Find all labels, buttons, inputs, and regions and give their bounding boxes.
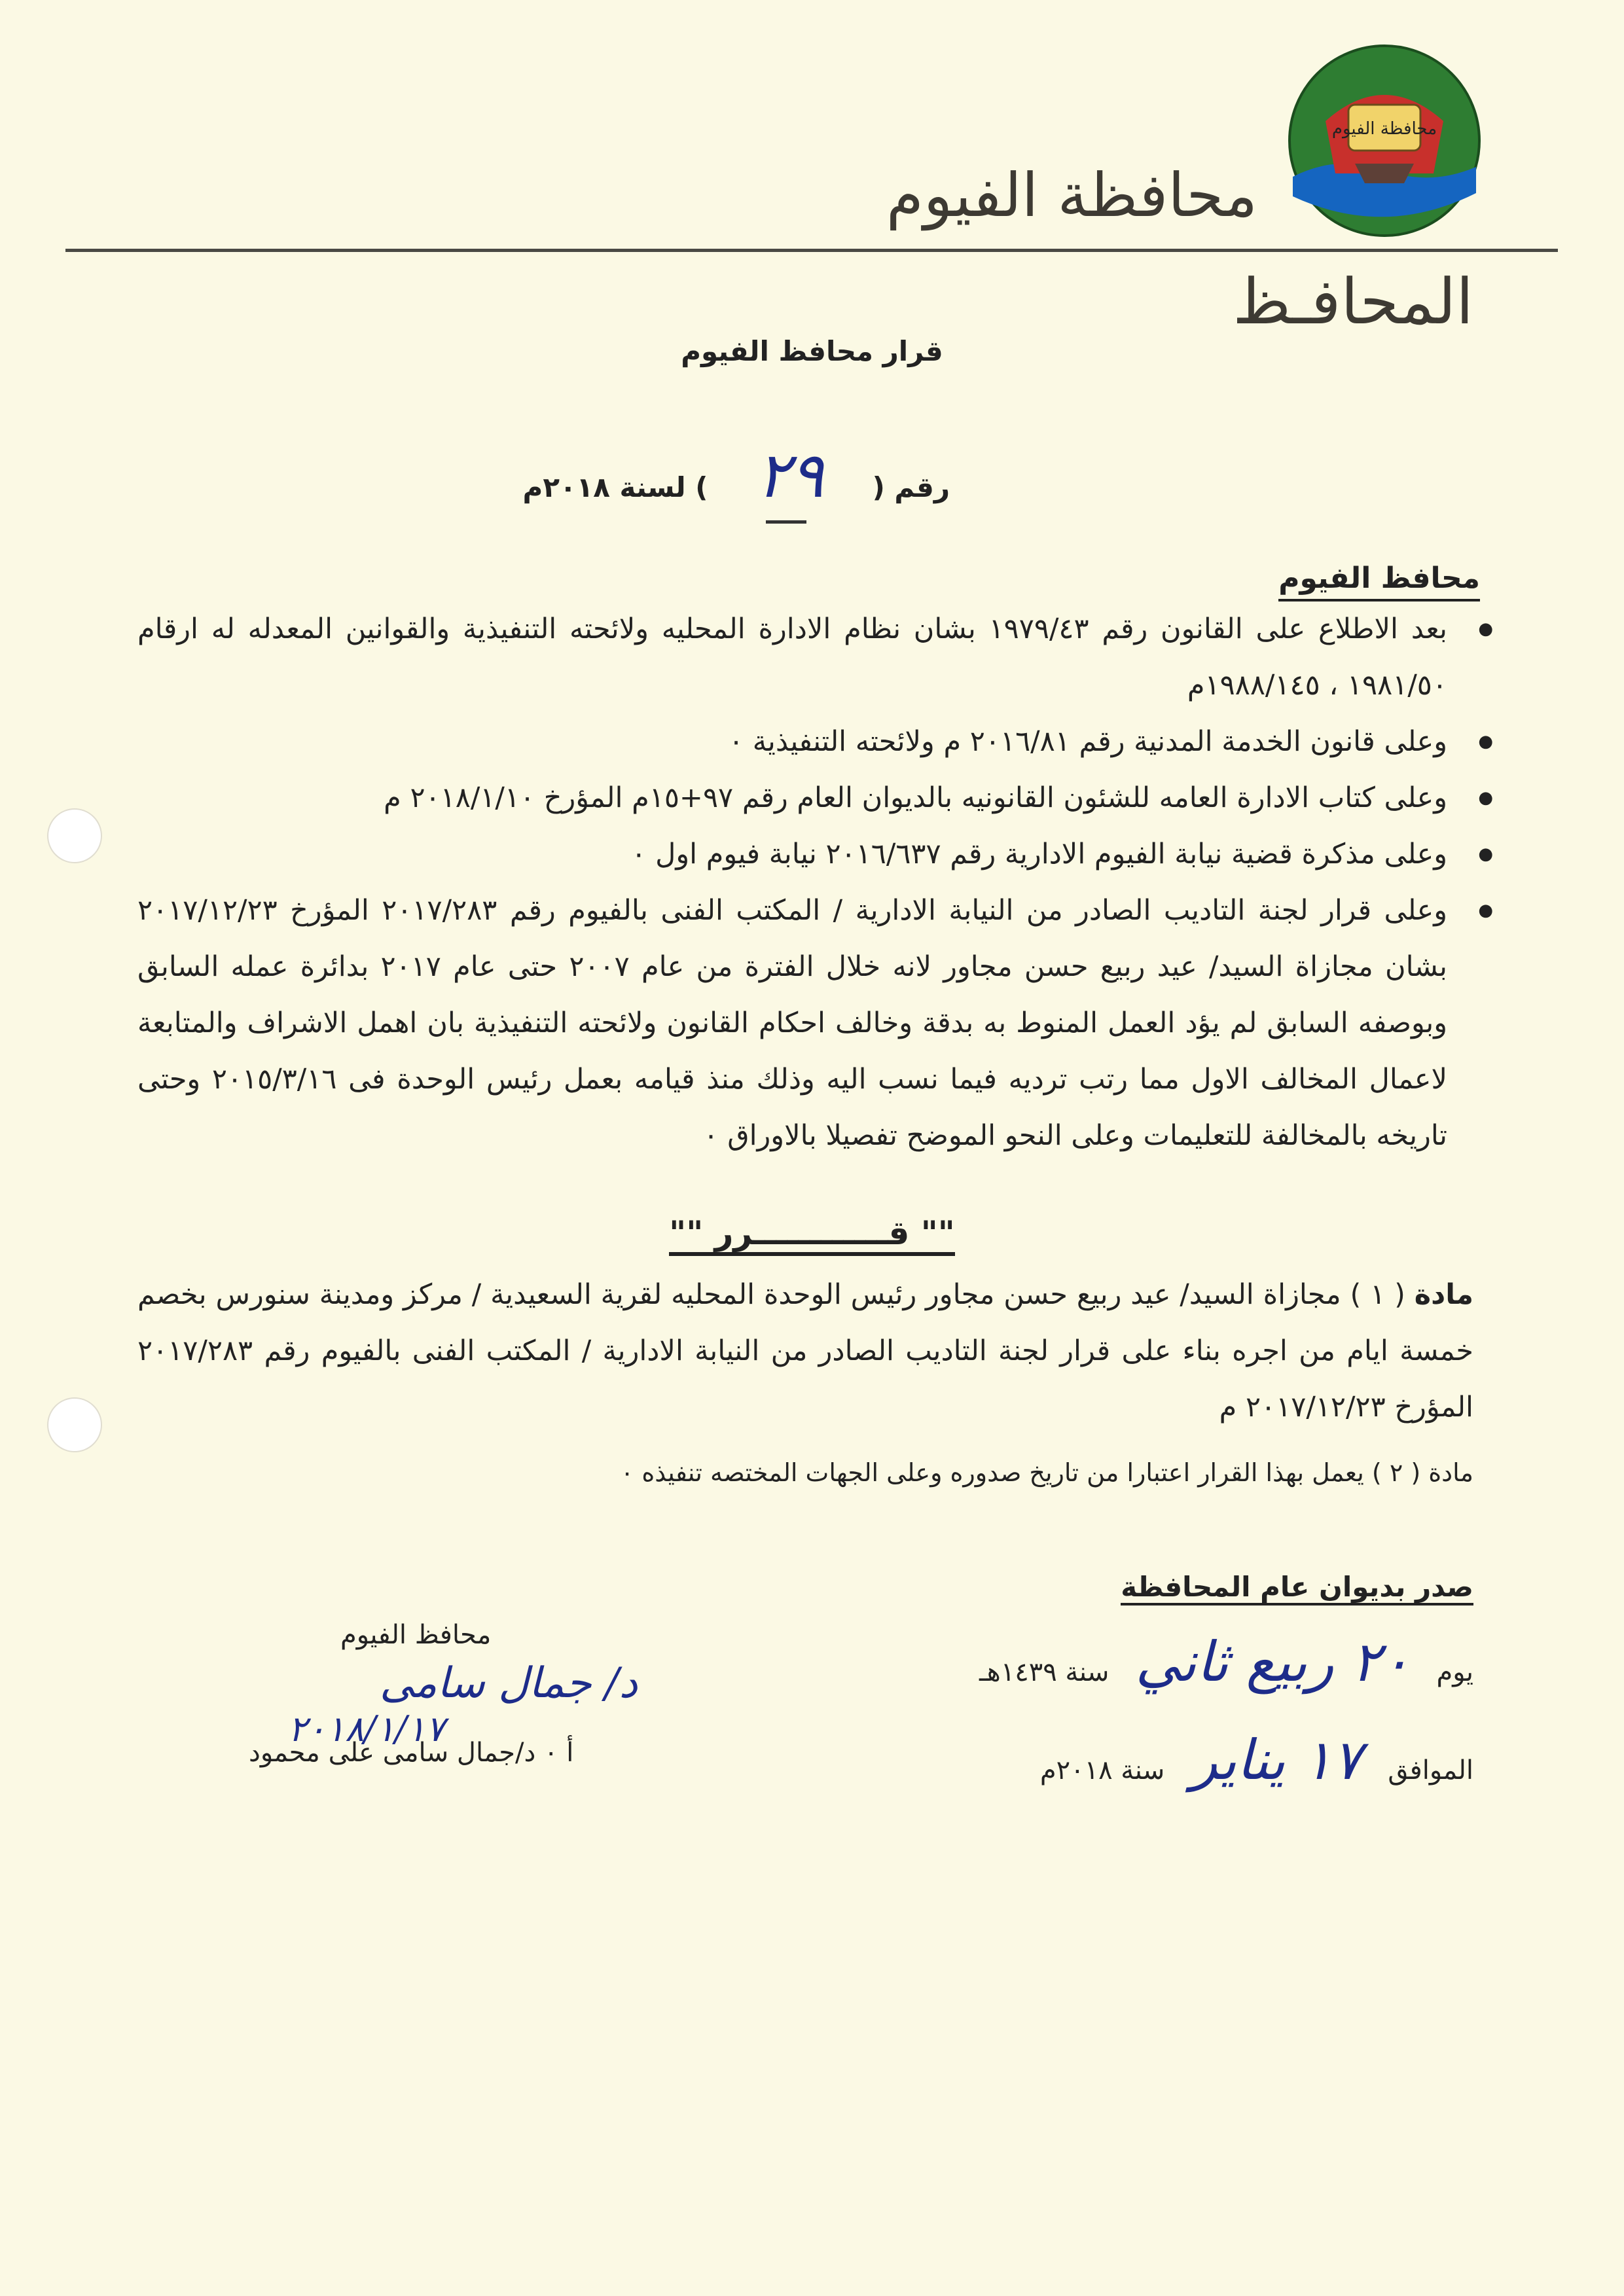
article-1-text: ( ١ ) مجازاة السيد/ عيد ربيع حسن مجاور رئيس الوحدة المحليه لقرية السعيدية / مركز ومدينة سنورس بخصم خمسة ايام من اجره بناء على قرار لجنة التاديب الصادر من النيابة الادارية / المكتب الفنى بالفيوم رقم ٢٠١٧/٢٨٣ المؤرخ ٢٠١٧/١٢/٢٣ م (137, 1278, 1473, 1424)
governorate-name: محافظة الفيوم (886, 160, 1257, 230)
whereas-item: ● وعلى كتاب الادارة العامه للشئون القانونيه بالديوان العام رقم ٩٧+١٥م المؤرخ ٢٠١٨/١/١٠ م (137, 770, 1493, 826)
whereas-item: ● بعد الاطلاع على القانون رقم ١٩٧٩/٤٣ بشان نظام الادارة المحليه ولائحته التنفيذية والقوانين المعدله له ارقام ١٩٨١/٥٠ ، ١٩٨٨/١٤٥م (137, 601, 1493, 713)
signatory-title: محافظ الفيوم (340, 1620, 492, 1650)
corresponding-label: الموافق (1388, 1755, 1473, 1785)
signature-date: ٢٠١٨/١/١٧ (288, 1708, 445, 1749)
whereas-item: ● وعلى قرار لجنة التاديب الصادر من النيابة الادارية / المكتب الفنى بالفيوم رقم ٢٠١٧/٢٨٣ المؤرخ ٢٠١٧/١٢/٢٣ بشان مجازاة السيد/ عيد ربيع حسن مجاور لانه خلال الفترة من عام ٢٠٠٧ حتى عام ٢٠١٧ بدائرة عمله السابق وبوصفه السابق لم يؤد العمل المنوط به بدقة وخالف احكام القانون ولائحته التنفيذية بان اهمل الاشراف والمتابعة لاعمال المخالف الاول مما رتب ترديه فيما نسب اليه وذلك منذ قيامه بعمل رئيس الوحدة فى ٢٠١٥/٣/١٦ وحتى تاريخه بالمخالفة للتعليمات وعلى النحو الموضح تفصيلا بالاوراق ٠ (137, 882, 1493, 1164)
issued-at: صدر بديوان عام المحافظة (1121, 1571, 1473, 1605)
hijri-handwritten: ٢٠ ربيع ثاني (1135, 1630, 1411, 1694)
number-prefix: رقم ( (872, 471, 950, 503)
hijri-date (979, 1630, 1473, 1694)
article-1 (137, 1266, 1473, 1435)
decision-number (523, 439, 950, 512)
article-2: مادة ( ٢ ) يعمل بهذا القرار اعتبارا من تاريخ صدوره وعلى الجهات المختصه تنفيذه ٠ (620, 1458, 1473, 1487)
gregorian-year: سنة ٢٠١٨م (1039, 1755, 1165, 1785)
number-suffix: ) لسنة ٢٠١٨م (522, 471, 708, 503)
header-rule (65, 249, 1558, 252)
hijri-year: سنة ١٤٣٩هـ (979, 1657, 1110, 1687)
signatory-name: أ ٠ د/جمال سامى على محمود (249, 1738, 574, 1768)
decree-heading (0, 1214, 1624, 1252)
office-title: المحافـظ (1233, 265, 1473, 338)
punch-hole (47, 1397, 102, 1452)
whereas-item: ● وعلى قانون الخدمة المدنية رقم ٢٠١٦/٨١ م ولائحته التنفيذية ٠ (137, 713, 1493, 770)
gregorian-handwritten: ١٧ يناير (1191, 1728, 1362, 1792)
day-label: يوم (1436, 1657, 1473, 1687)
article-1-label: مادة (1414, 1278, 1473, 1311)
whereas-item: ● وعلى مذكرة قضية نيابة الفيوم الادارية رقم ٢٠١٦/٦٣٧ نيابة فيوم اول ٠ (137, 826, 1493, 882)
number-handwritten: ٢٩ (756, 439, 824, 512)
decision-title: قرار محافظ الفيوم (681, 335, 943, 367)
decree-heading-text: "" قــــــــــــرر "" (669, 1214, 955, 1256)
seal-text: محافظة الفيوم (1331, 119, 1437, 139)
governorate-seal (1286, 43, 1483, 239)
punch-hole (47, 808, 102, 863)
addressee: محافظ الفيوم (1278, 562, 1480, 601)
title-dash (766, 520, 806, 524)
whereas-list (137, 601, 1493, 1164)
gregorian-date (1040, 1728, 1473, 1792)
handwritten-signature: د/ جمال سامى (380, 1659, 638, 1708)
